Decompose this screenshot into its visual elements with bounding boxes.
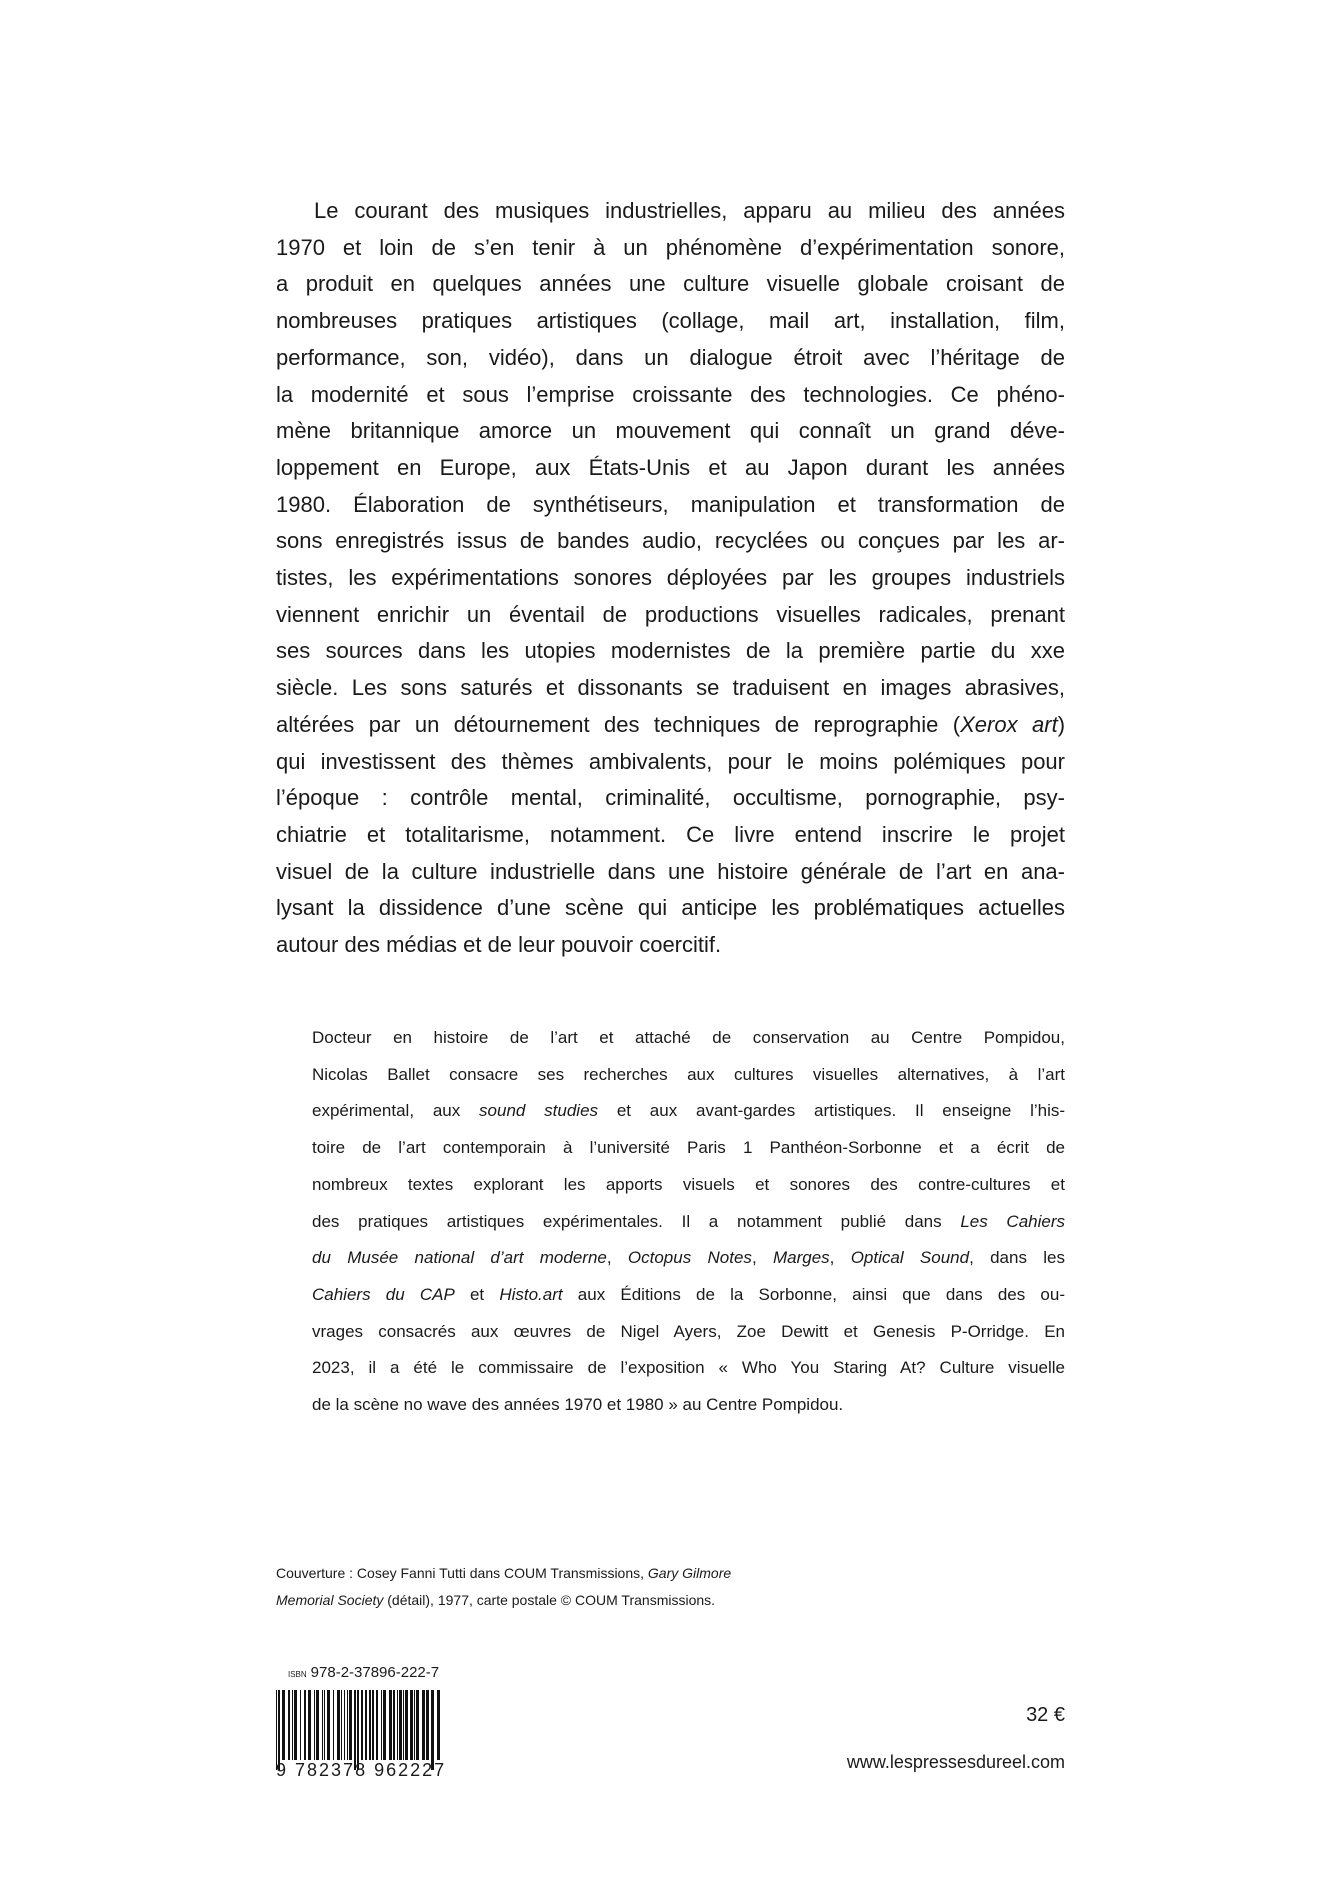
isbn-prefix: ISBN <box>288 1670 307 1679</box>
barcode-bar <box>372 1690 374 1760</box>
barcode-bar <box>410 1690 413 1760</box>
barcode-bar <box>393 1690 395 1760</box>
text-line: qui investissent des thèmes ambivalents, pour le moins polémiques pour <box>276 748 1065 774</box>
barcode-bar <box>422 1690 425 1760</box>
barcode-bar <box>278 1690 280 1770</box>
isbn-label <box>288 1664 439 1681</box>
barcode-bar <box>361 1690 363 1760</box>
barcode-bar <box>399 1690 402 1760</box>
barcode-bar <box>365 1690 367 1760</box>
barcode-bar <box>294 1690 297 1760</box>
barcode-bar <box>324 1690 325 1760</box>
barcode-bar <box>288 1690 290 1760</box>
text-line: Le courant des musiques industrielles, apparu au milieu des années <box>314 198 1065 223</box>
text-line: 1970 et loin de s’en tenir à un phénomène d’expérimentation sonore, <box>276 234 1065 260</box>
barcode-bar <box>347 1690 348 1760</box>
text-line: chiatrie et totalitarisme, notamment. Ce livre entend inscrire le projet <box>276 821 1065 847</box>
barcode-digits: 9 782378 962227 <box>276 1760 447 1780</box>
author-bio <box>312 1020 1065 1424</box>
barcode-bar <box>383 1690 386 1760</box>
text-line: lysant la dissidence d’une scène qui anticipe les problématiques actuelles <box>276 895 1065 921</box>
barcode-bar <box>349 1690 352 1760</box>
barcode-bar <box>333 1690 334 1760</box>
text-line: Cahiers du CAP et Histo.art aux Éditions de la Sorbonne, ainsi que dans des ou- <box>312 1284 1066 1304</box>
barcode-bar <box>314 1690 315 1760</box>
isbn-number: 978-2-37896-222-7 <box>310 1664 440 1681</box>
barcode-bar <box>341 1690 342 1760</box>
barcode-bar <box>327 1690 330 1760</box>
barcode-bar <box>437 1690 440 1760</box>
barcode-bar <box>304 1690 306 1760</box>
description-paragraph <box>276 193 1065 964</box>
barcode-bar <box>308 1690 311 1760</box>
barcode-bar <box>405 1690 408 1760</box>
barcode-bar <box>292 1690 293 1760</box>
text-line: visuel de la culture industrielle dans une histoire générale de l’art en ana- <box>276 858 1065 884</box>
barcode-bar <box>322 1690 323 1760</box>
barcode-bar <box>381 1690 382 1760</box>
text-line: sons enregistrés issus de bandes audio, recyclées ou conçues par les ar- <box>276 528 1065 554</box>
text-line: Nicolas Ballet consacre ses recherches aux cultures visuelles alternatives, à l’art <box>312 1064 1065 1084</box>
barcode-bar <box>414 1690 415 1760</box>
price: 32 € <box>1026 1704 1065 1726</box>
barcode-bar <box>426 1690 429 1760</box>
barcode-bar <box>403 1690 404 1760</box>
text-line: du Musée national d’art moderne, Octopus Notes, Marges, Optical Sound, dans les <box>312 1248 1065 1268</box>
barcode-bar <box>357 1690 359 1770</box>
barcode-bar <box>354 1690 356 1770</box>
text-line: performance, son, vidéo), dans un dialogue étroit avec l’héritage de <box>276 344 1065 370</box>
barcode-bar <box>376 1690 378 1760</box>
text-line: Memorial Society (détail), 1977, carte postale © COUM Transmissions. <box>276 1592 716 1608</box>
text-line: Docteur en histoire de l’art et attaché de conservation au Centre Pompidou, <box>312 1028 1065 1047</box>
publisher-website[interactable]: www.lespressesdureel.com <box>846 1752 1065 1772</box>
text-line: la modernité et sous l’emprise croissante des technologies. Ce phéno- <box>276 381 1065 407</box>
barcode <box>276 1690 444 1770</box>
text-line: Couverture : Cosey Fanni Tutti dans COUM Transmissions, Gary Gilmore <box>276 1565 732 1581</box>
text-line: toire de l’art contemporain à l’université Paris 1 Panthéon-Sorbonne et a écrit de <box>312 1138 1065 1158</box>
text-line: mène britannique amorce un mouvement qui connaît un grand déve- <box>276 418 1065 444</box>
barcode-bar <box>416 1690 419 1760</box>
barcode-bar <box>397 1690 398 1760</box>
text-line: tistes, les expérimentations sonores déployées par les groupes industriels <box>276 565 1065 591</box>
text-line: viennent enrichir un éventail de productions visuelles radicales, prenant <box>276 601 1065 627</box>
barcode-bar <box>431 1690 434 1770</box>
barcode-bar <box>282 1690 285 1760</box>
text-line: des pratiques artistiques expérimentales. Il a notamment publié dans Les Cahiers <box>312 1211 1065 1231</box>
text-line: de la scène no wave des années 1970 et 1980 » au Centre Pompidou. <box>312 1395 844 1415</box>
barcode-bar <box>337 1690 340 1760</box>
barcode-bar <box>300 1690 301 1760</box>
barcode-bar <box>344 1690 345 1760</box>
text-line: loppement en Europe, aux États-Unis et au Japon durant les années <box>276 454 1065 480</box>
barcode-bar <box>389 1690 392 1760</box>
barcode-bar <box>276 1690 277 1770</box>
text-line: autour des médias et de leur pouvoir coercitif. <box>276 932 722 958</box>
text-line: ses sources dans les utopies modernistes de la première partie du xxe <box>276 638 1065 664</box>
cover-credits <box>276 1560 731 1614</box>
barcode-bar <box>316 1690 319 1760</box>
text-line: altérées par un détournement des techniques de reprographie (Xerox art) <box>276 711 1066 737</box>
text-line: 2023, il a été le commissaire de l’exposition « Who You Staring At? Culture visuelle <box>312 1358 1065 1378</box>
barcode-bar <box>369 1690 371 1760</box>
text-line: a produit en quelques années une culture visuelle globale croisant de <box>276 271 1065 297</box>
text-line: vrages consacrés aux œuvres de Nigel Ayers, Zoe Dewitt et Genesis P-Orridge. En <box>312 1321 1065 1341</box>
text-line: l’époque : contrôle mental, criminalité, occultisme, pornographie, psy- <box>276 785 1065 811</box>
text-line: 1980. Élaboration de synthétiseurs, manipulation et transformation de <box>276 491 1065 517</box>
text-line: siècle. Les sons saturés et dissonants se traduisent en images abrasives, <box>276 675 1065 701</box>
text-line: nombreuses pratiques artistiques (collage, mail art, installation, film, <box>276 308 1065 334</box>
text-line: nombreux textes explorant les apports visuels et sonores des contre-cultures et <box>312 1174 1065 1194</box>
text-line: expérimental, aux sound studies et aux avant-gardes artistiques. Il enseigne l’his- <box>312 1101 1066 1121</box>
